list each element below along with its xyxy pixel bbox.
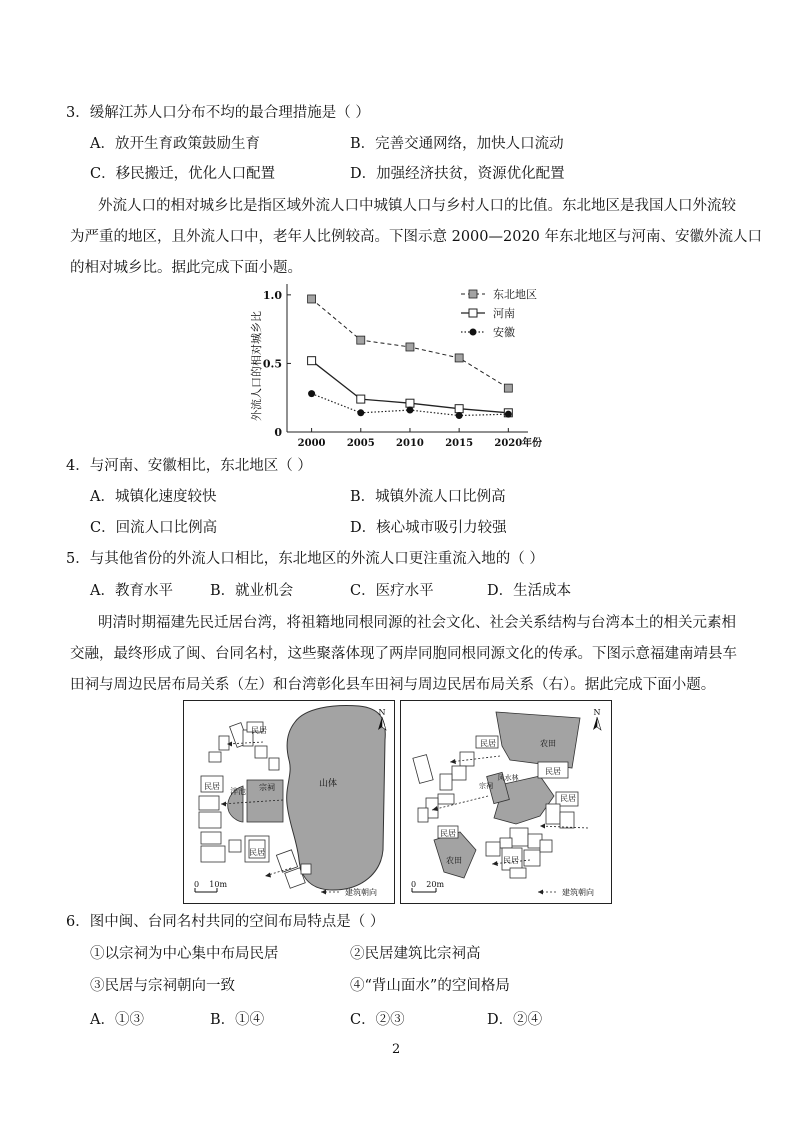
q3-stem: 3．缓解江苏人口分布不均的最合理措施是（ ）: [66, 105, 370, 121]
q6-statement-3: ③民居与宗祠朝向一致: [90, 978, 235, 994]
y-axis-label: 外流人口的相对城乡比: [250, 311, 263, 421]
q6-option-d: D．②④: [487, 1012, 543, 1028]
q4-option-a: A．城镇化速度较快: [90, 489, 217, 505]
data-point: [505, 411, 512, 418]
data-point: [406, 399, 414, 407]
house-label-bottom: 民居: [249, 848, 265, 857]
forest-label: 风水林: [497, 774, 519, 782]
q4-stem: 4．与河南、安徽相比，东北地区（ ）: [66, 458, 312, 474]
y-tick-label: 0: [274, 426, 282, 439]
q5-option-d: D．生活成本: [487, 583, 572, 599]
q6-option-a: A．①③: [90, 1012, 144, 1028]
svg-text:0 20m: 0 20m: [411, 880, 445, 889]
y-tick-label: 0.5: [262, 357, 282, 371]
data-point: [406, 407, 413, 414]
q5-option-a: A．教育水平: [90, 583, 173, 599]
passage2-line-1: 明清时期福建先民迁居台湾，将祖籍地同根同源的社会文化、社会关系结构与台湾本土的相关元素相: [98, 615, 736, 631]
q3-option-c: C．移民搬迁，优化人口配置: [90, 166, 276, 182]
legend-label: 东北地区: [493, 288, 537, 301]
data-point: [456, 412, 463, 419]
data-point: [357, 395, 365, 403]
q6-option-c: C．②③: [350, 1012, 405, 1028]
mountain-label: 山体: [318, 779, 338, 789]
svg-text:N: N: [378, 708, 386, 717]
passage1-line-3: 的相对城乡比。据此完成下面小题。: [70, 260, 302, 276]
q5-option-b: B．就业机会: [210, 583, 294, 599]
q4-option-b: B．城镇外流人口比例高: [350, 489, 506, 505]
mountain-shape: [287, 706, 386, 890]
line-chart: [240, 280, 570, 452]
x-tick-label: 2015: [445, 438, 474, 449]
house-label-3: 民居: [560, 794, 576, 803]
passage1-line-1: 外流人口的相对城乡比是指区域外流人口中城镇人口与乡村人口的比值。东北地区是我国人口外流较: [98, 198, 736, 214]
data-point: [357, 409, 364, 416]
farmland-top-label: 农田: [540, 739, 556, 748]
ancestral-label: 宗祠: [479, 782, 493, 790]
farmland-bottom-label: 农田: [446, 856, 462, 865]
q6-stem: 6．图中闽、台同名村共同的空间布局特点是（ ）: [66, 914, 385, 930]
house-label-1: 民居: [480, 739, 496, 748]
legend-label: 河南: [493, 307, 515, 320]
q6-statement-4: ④“背山面水”的空间格局: [350, 978, 510, 994]
data-point: [357, 336, 365, 344]
passage2-line-3: 田祠与周边民居布局关系（左）和台湾彰化县车田祠与周边民居布局关系（右）。据此完成下面小题。: [70, 677, 716, 693]
svg-text:N: N: [593, 708, 601, 717]
q5-stem: 5．与其他省份的外流人口相比，东北地区的外流人口更注重流入地的（ ）: [66, 551, 544, 567]
q6-statement-1: ①以宗祠为中心集中布局民居: [90, 946, 279, 962]
data-point: [455, 405, 463, 413]
data-point: [504, 384, 512, 392]
map-left-fujian: [183, 700, 395, 904]
legend-marker: [470, 329, 477, 336]
house-label-5: 民居: [503, 856, 519, 865]
y-tick-label: 1.0: [262, 288, 282, 302]
house-label-left: 民居: [204, 782, 220, 791]
q3-option-a: A．放开生育政策鼓励生育: [90, 136, 260, 152]
page-number: 2: [392, 1042, 401, 1057]
q6-statement-2: ②民居建筑比宗祠高: [350, 946, 481, 962]
x-tick-label: 2010: [396, 438, 424, 449]
house-label-top: 民居: [251, 726, 267, 735]
legend-marker: [469, 290, 477, 298]
q3-option-b: B．完善交通网络，加快人口流动: [350, 136, 564, 152]
house-label-2: 民居: [545, 767, 561, 776]
svg-text:0 10m: 0 10m: [194, 880, 228, 889]
q5-option-c: C．医疗水平: [350, 583, 434, 599]
ancestral-hall-label: 宗祠: [259, 783, 275, 792]
svg-text:建筑朝向: 建筑朝向: [345, 888, 377, 897]
data-point: [308, 295, 316, 303]
data-point: [406, 343, 414, 351]
legend-label: 安徽: [493, 326, 515, 339]
x-tick-label: 2000: [297, 438, 326, 449]
map-right-taiwan: [400, 700, 612, 904]
pond-label: 泮池: [230, 787, 246, 796]
x-unit-label: 年份: [522, 438, 542, 449]
q6-option-b: B．①④: [210, 1012, 265, 1028]
svg-text:建筑朝向: 建筑朝向: [562, 888, 594, 897]
legend-marker: [469, 309, 477, 317]
x-tick-label: 2005: [346, 438, 375, 449]
passage1-line-2: 为严重的地区，且外流人口中，老年人比例较高。下图示意 2000—2020 年东北地区与河南、安徽外流人口: [70, 229, 763, 245]
data-point: [455, 354, 463, 362]
x-tick-label: 2020: [494, 438, 523, 449]
q4-option-c: C．回流人口比例高: [90, 520, 218, 536]
data-point: [308, 390, 315, 397]
q3-option-d: D．加强经济扶贫，资源优化配置: [350, 166, 565, 182]
passage2-line-2: 交融，最终形成了闽、台同名村，这些聚落体现了两岸同胞同根同源文化的传承。下图示意福建南靖县车: [70, 646, 737, 662]
house-label-4: 民居: [440, 829, 456, 838]
data-point: [308, 357, 316, 365]
q4-option-d: D．核心城市吸引力较强: [350, 520, 507, 536]
